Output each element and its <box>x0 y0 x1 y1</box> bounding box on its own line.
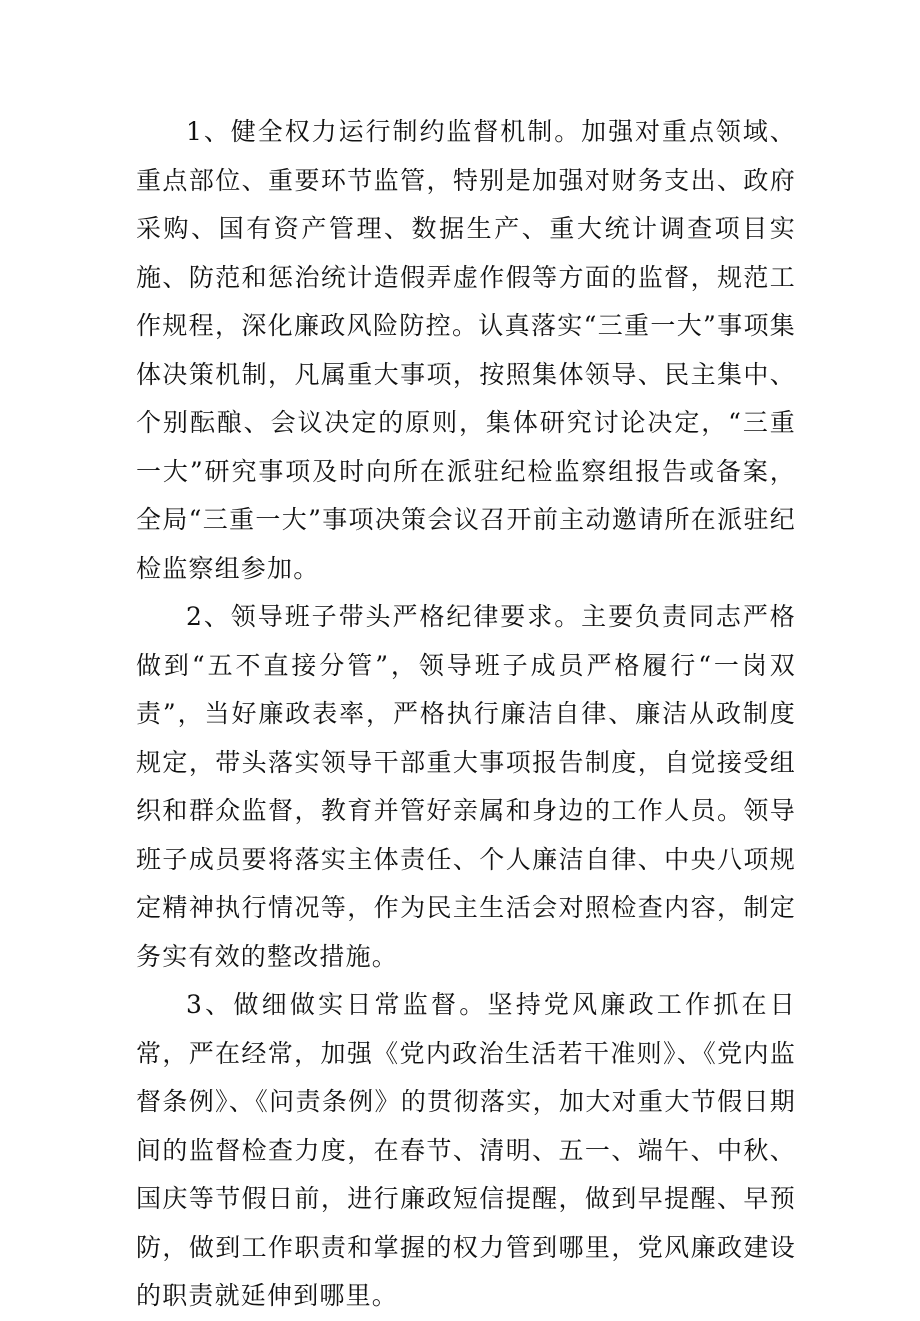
paragraph-2: 2、领导班子带头严格纪律要求。主要负责同志严格做到“五不直接分管”，领导班子成员严格履行“一岗双责”，当好廉政表率，严格执行廉洁自律、廉洁从政制度规定，带头落实领导干部重大事项报告制度，自觉接受组织和群众监督，教育并管好亲属和身边的工作人员。领导班子成员要将落实主体责任、个人廉洁自律、中央八项规定精神执行情况等，作为民主生活会对照检查内容，制定务实有效的整改措施。 <box>136 602 796 971</box>
document-body <box>136 108 796 1321</box>
paragraph-1: 1、健全权力运行制约监督机制。加强对重点领域、重点部位、重要环节监管，特别是加强对财务支出、政府采购、国有资产管理、数据生产、重大统计调查项目实施、防范和惩治统计造假弄虚作假等方面的监督，规范工作规程，深化廉政风险防控。认真落实“三重一大”事项集体决策机制，凡属重大事项，按照集体领导、民主集中、个别酝酿、会议决定的原则，集体研究讨论决定，“三重一大”研究事项及时向所在派驻纪检监察组报告或备案，全局“三重一大”事项决策会议召开前主动邀请所在派驻纪检监察组参加。 <box>136 117 796 583</box>
paragraph-3: 3、做细做实日常监督。坚持党风廉政工作抓在日常，严在经常，加强《党内政治生活若干准则》、《党内监督条例》、《问责条例》的贯彻落实，加大对重大节假日期间的监督检查力度，在春节、清明、五一、端午、中秋、国庆等节假日前，进行廉政短信提醒，做到早提醒、早预防，做到工作职责和掌握的权力管到哪里，党风廉政建设的职责就延伸到哪里。 <box>136 990 796 1310</box>
